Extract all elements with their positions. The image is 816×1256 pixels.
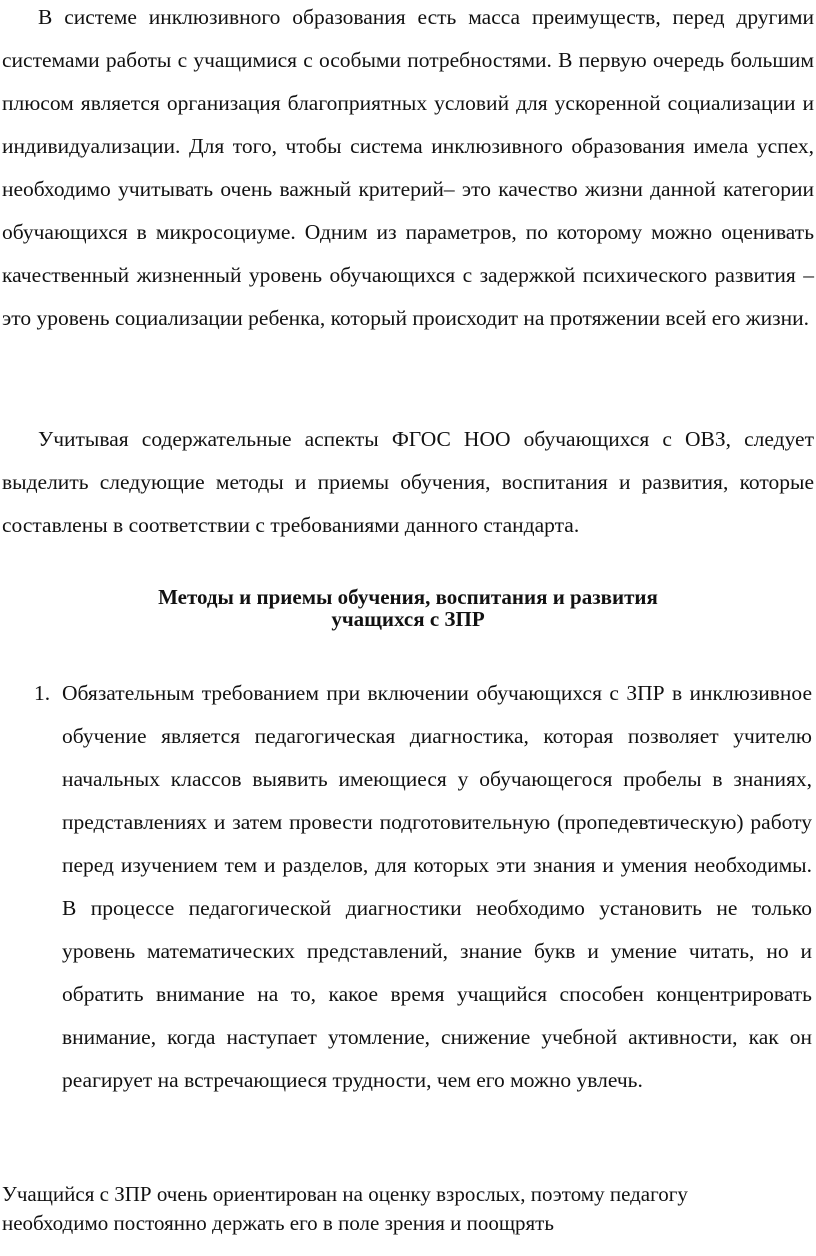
closing-paragraph xyxy=(2,1180,814,1238)
fgos-paragraph: Учитывая содержательные аспекты ФГОС НОО обучающихся с ОВЗ, следует выделить следующие методы и приемы обучения, воспитания и развития, которые составлены в соответствии с требованиями данного стандарта. xyxy=(2,427,814,537)
list-item xyxy=(0,672,812,1102)
methods-list xyxy=(0,672,816,1102)
section-heading xyxy=(0,586,816,630)
intro-paragraph: В системе инклюзивного образования есть масса преимуществ, перед другими системами работы с учащимися с особыми потребностями. В первую очередь большим плюсом является организация благоприятных условий для ускоренной социализации и индивидуализации. Для того, чтобы система инклюзивного образования имела успех, необходимо учитывать очень важный критерий– это качество жизни данной категории обучающихся в микросоциуме. Одним из параметров, по которому можно оценивать качественный жизненный уровень обучающихся с задержкой психического развития – это уровень социализации ребенка, который происходит на протяжении всей его жизни. xyxy=(2,5,814,330)
section-heading-line-1: Методы и приемы обучения, воспитания и развития xyxy=(158,585,658,609)
closing-paragraph-line-1: Учащийся с ЗПР очень ориентирован на оценку взрослых, поэтому педагогу xyxy=(2,1182,688,1206)
section-heading-line-2: учащихся с ЗПР xyxy=(331,607,485,631)
closing-paragraph-line-2: необходимо постоянно держать его в поле зрения и поощрять xyxy=(2,1211,554,1235)
list-item-text: Обязательным требованием при включении обучающихся с ЗПР в инклюзивное обучение является педагогическая диагностика, которая позволяет учителю начальных классов выявить имеющиеся у обучающегося пробелы в знаниях, представлениях и затем провести подготовительную (пропедевтическую) работу перед изучением тем и разделов, для которых эти знания и умения необходимы. В процессе педагогической диагностики необходимо установить не только уровень математических представлений, знание букв и умение читать, но и обратить внимание на то, какое время учащийся способен концентрировать внимание, когда наступает утомление, снижение учебной активности, как он реагирует на встречающиеся трудности, чем его можно увлечь. xyxy=(62,681,812,1092)
list-item-number: 1. xyxy=(34,681,51,705)
